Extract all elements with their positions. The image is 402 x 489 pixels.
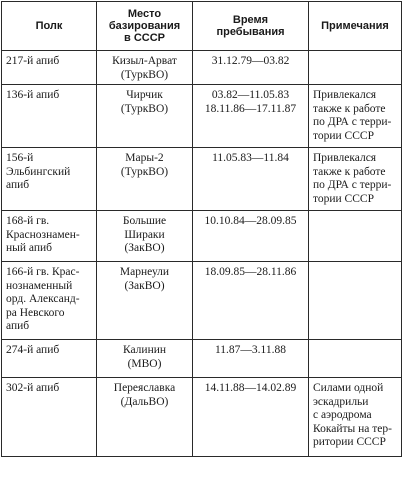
period-text: 31.12.79—03.82 xyxy=(211,55,290,67)
base-text: Чирчик (ТуркВО) xyxy=(120,89,169,115)
regiment-text: 136-й апиб xyxy=(6,89,60,101)
header-notes xyxy=(309,2,402,51)
note-cell xyxy=(309,211,402,262)
base-cell xyxy=(97,340,193,378)
regiment-text: 274-й апиб xyxy=(6,344,60,356)
note-cell xyxy=(309,340,402,378)
table-row xyxy=(2,378,402,457)
period-text: 14.11.88—14.02.89 xyxy=(204,382,297,394)
period-text: 11.05.83—11.84 xyxy=(212,152,289,164)
period-cell xyxy=(193,262,309,340)
base-text: Калинин (МВО) xyxy=(122,344,167,370)
note-cell xyxy=(309,51,402,85)
table-row xyxy=(2,262,402,340)
period-text: 18.09.85—28.11.86 xyxy=(204,266,297,278)
note-cell xyxy=(309,378,402,457)
base-cell xyxy=(97,85,193,148)
header-period xyxy=(193,2,309,51)
base-text: Большие Шираки (ЗакВО) xyxy=(122,215,167,254)
regiment-text: 166-й гв. Крас- нознаменный орд. Александ- ра Невского апиб xyxy=(6,266,80,332)
header-base-text: Место базирования в СССР xyxy=(108,8,181,44)
table-row xyxy=(2,148,402,211)
note-text: Силами одной эскадрильи с аэродрома Кокайты на тер- ритории СССР xyxy=(313,382,392,448)
period-cell xyxy=(193,51,309,85)
regiment-cell xyxy=(2,85,97,148)
note-cell xyxy=(309,262,402,340)
period-text: 10.10.84—28.09.85 xyxy=(204,215,297,227)
regiment-cell xyxy=(2,211,97,262)
header-period-text: Время пребывания xyxy=(216,14,285,38)
period-cell xyxy=(193,211,309,262)
table-row xyxy=(2,85,402,148)
period-text: 03.82—11.05.83 18.11.86—17.11.87 xyxy=(204,89,297,115)
base-cell xyxy=(97,262,193,340)
base-text: Марнеули (ЗакВО) xyxy=(119,266,170,292)
note-cell xyxy=(309,85,402,148)
header-notes-text: Примечания xyxy=(321,20,389,32)
regiment-cell xyxy=(2,378,97,457)
period-text: 11.87—3.11.88 xyxy=(214,344,287,356)
table-row xyxy=(2,211,402,262)
regiment-cell xyxy=(2,262,97,340)
period-cell xyxy=(193,148,309,211)
base-text: Кизыл-Арват (ТуркВО) xyxy=(112,55,177,81)
regiment-cell xyxy=(2,340,97,378)
regiment-text: 302-й апиб xyxy=(6,382,60,394)
table-row xyxy=(2,51,402,85)
table-row xyxy=(2,340,402,378)
header-base xyxy=(97,2,193,51)
note-text: Привлекался также к работе по ДРА с терри- тории СССР xyxy=(313,89,392,142)
regiment-text: 156-й Эльбингский апиб xyxy=(6,152,71,191)
base-cell xyxy=(97,148,193,211)
regiment-cell xyxy=(2,51,97,85)
period-cell xyxy=(193,85,309,148)
regiment-text: 217-й апиб xyxy=(6,55,60,67)
header-regiment-text: Полк xyxy=(35,20,63,32)
period-cell xyxy=(193,340,309,378)
base-cell xyxy=(97,51,193,85)
regiment-cell xyxy=(2,148,97,211)
period-cell xyxy=(193,378,309,457)
base-cell xyxy=(97,211,193,262)
note-text: Привлекался также к работе по ДРА с терри- тории СССР xyxy=(313,152,392,205)
base-text: Мары-2 (ТуркВО) xyxy=(120,152,169,178)
header-regiment xyxy=(2,2,97,51)
note-cell xyxy=(309,148,402,211)
regiments-table xyxy=(1,1,402,457)
regiment-text: 168-й гв. Краснознамен- ный апиб xyxy=(6,215,80,254)
base-text: Переяславка (ДальВО) xyxy=(113,382,176,408)
header-row xyxy=(2,2,402,51)
base-cell xyxy=(97,378,193,457)
